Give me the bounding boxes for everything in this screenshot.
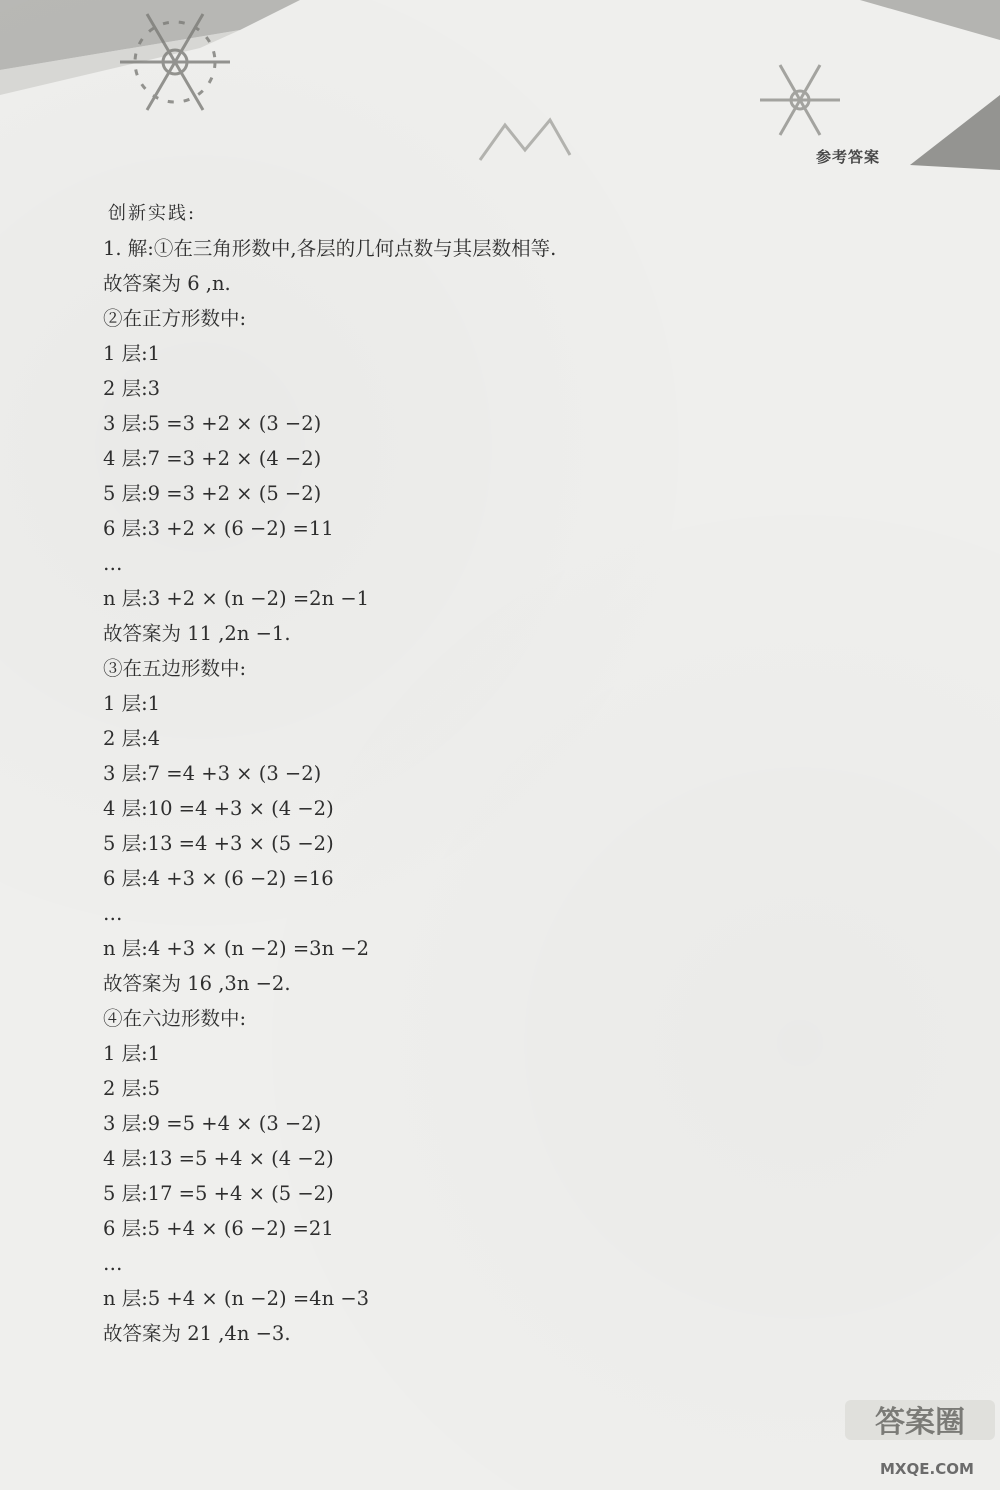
answer-line: …: [103, 1252, 123, 1275]
answer-line: 1 层:1: [103, 1042, 161, 1065]
watermark-url: MXQE.COM: [880, 1460, 974, 1478]
answer-line: n 层:5 +4 × (n −2) =4n −3: [103, 1287, 370, 1310]
answer-line: ④在六边形数中:: [103, 1007, 247, 1030]
answer-line: 1 层:1: [103, 342, 161, 365]
answer-line: 3 层:9 =5 +4 × (3 −2): [103, 1112, 322, 1135]
answer-line: 5 层:17 =5 +4 × (5 −2): [103, 1182, 334, 1205]
answer-line: ③在五边形数中:: [103, 657, 247, 680]
answer-line: 6 层:3 +2 × (6 −2) =11: [103, 517, 334, 540]
header-label: 参考答案: [816, 148, 881, 166]
watermark-logo-text: 答案圈: [875, 1405, 965, 1440]
answer-line: 故答案为 21 ,4n −3.: [103, 1322, 291, 1345]
answer-line: …: [103, 902, 123, 925]
answer-line: 2 层:5: [103, 1077, 161, 1100]
answer-line: 故答案为 11 ,2n −1.: [103, 622, 291, 645]
answer-content: [103, 196, 903, 1351]
answer-line: 5 层:9 =3 +2 × (5 −2): [103, 482, 322, 505]
answer-line: n 层:4 +3 × (n −2) =3n −2: [103, 937, 370, 960]
answer-line: 6 层:4 +3 × (6 −2) =16: [103, 867, 334, 890]
answer-line: 故答案为 6 ,n.: [103, 272, 231, 295]
answer-line: 2 层:4: [103, 727, 161, 750]
answer-line: 3 层:5 =3 +2 × (3 −2): [103, 412, 322, 435]
answer-line: 1. 解:①在三角形数中,各层的几何点数与其层数相等.: [103, 237, 557, 260]
answer-line: 4 层:7 =3 +2 × (4 −2): [103, 447, 322, 470]
answer-line: 4 层:13 =5 +4 × (4 −2): [103, 1147, 334, 1170]
answer-line: ②在正方形数中:: [103, 307, 247, 330]
answer-line: 5 层:13 =4 +3 × (5 −2): [103, 832, 334, 855]
answer-line: 6 层:5 +4 × (6 −2) =21: [103, 1217, 334, 1240]
answer-line: 2 层:3: [103, 377, 161, 400]
answer-line: 故答案为 16 ,3n −2.: [103, 972, 291, 995]
answer-line: …: [103, 552, 123, 575]
answer-line: 1 层:1: [103, 692, 161, 715]
section-title: 创新实践:: [108, 203, 197, 224]
answer-line: n 层:3 +2 × (n −2) =2n −1: [103, 587, 370, 610]
answer-line: 4 层:10 =4 +3 × (4 −2): [103, 797, 334, 820]
answer-line: 3 层:7 =4 +3 × (3 −2): [103, 762, 322, 785]
